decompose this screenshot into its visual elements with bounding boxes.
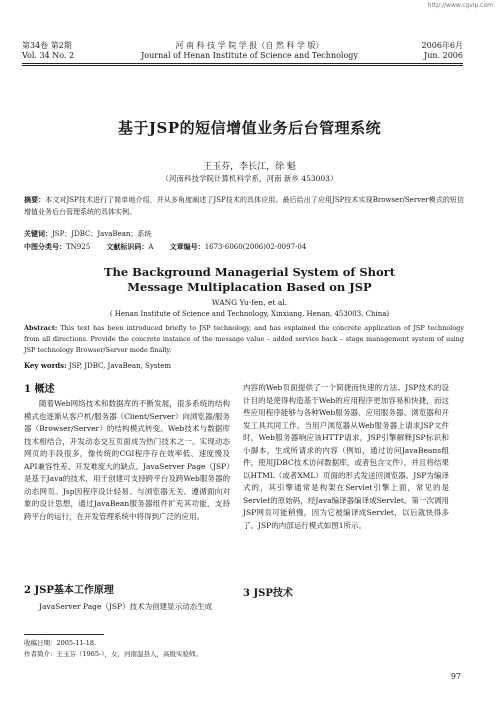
authors-en: WANG Yu-fen, et al.: [211, 298, 288, 307]
header-journal-cn: 河 南 科 技 学 院 学 报（自 然 科 学 版）: [175, 41, 324, 50]
section-1-body: [24, 398, 230, 523]
header-journal-en: Journal of Henan Institute of Science and Technology: [141, 51, 358, 60]
header-volume-cn: 第34卷 第2期: [22, 41, 72, 50]
keywords-en-label: Key words:: [24, 361, 67, 370]
right-column-body: [243, 382, 449, 532]
abstract-en-text: This text has been introduced briefly to JSP technology, and has explained the concrete application of JSP technology from all directions. Provide the concrete instance of the message value – added service back – stage management system of using JSP technology Browser/Server mode finally.: [24, 324, 465, 354]
header-date: [422, 41, 463, 61]
section-1-paragraph: 随着Web网络技术和数据库的不断发展，很多系统的结构模式也逐渐从客户机/服务器（Client/Server）向浏览器/服务器（Browser/Server）的结构模式转变。Web技术与数据库技术相结合，开发动态交互页面成为热门技术之一。实现动态网页的手段很多，像传统的CGI程序存在效率低、速度慢及API兼容性差、开发难度大的缺点。JavaServer Page（JSP）是基于Java的技术，用于创建可支持跨平台及跨Web服务器的动态网页。Jsp因程序设计轻易、与浏览器无关、遵循面向对象的设计思想，通过JavaBean服务器组件扩充其功能，支持跨平台的运行，在开发管理系统中将得到广泛的应用。: [24, 399, 230, 521]
abstract-cn-text: 本文对JSP技术进行了简单地介绍，并从多角度阐述了JSP技术的具体应用。最后给出了应用JSP技术实现Browser/Server模式的短信增值业务后台管理系统的具体实例。: [24, 196, 465, 216]
paper-title-en: [0, 265, 499, 295]
section-2-paragraph: JavaServer Page（JSP）技术为创建显示动态生成: [39, 602, 213, 611]
section-2-body: [24, 601, 230, 614]
footnote-received: 收稿日期：2005-11-18.: [24, 639, 97, 647]
header-volume-en: Vol. 34 No. 2: [22, 51, 75, 60]
abstract-en-label: Abstract:: [24, 324, 58, 332]
header-rule-2: [22, 65, 463, 66]
header-date-en: Jun. 2006: [424, 51, 463, 60]
authors-cn: 王玉芬，李长江，徐 魁: [203, 162, 296, 172]
right-column-paragraph: 内容的Web页面提供了一个简捷而快速的方法。JSP技术的设计目的是使得构造基于Web的应用程序更加容易和快捷，而这些应用程序能够与各种Web服务器、应用服务器、浏览器和开发工具共同工作。当用户浏览器从Web服务器上请求JSP文件时，Web服务器响应该HTTP请求，JSP引擎解释JSP标识和小脚本，生成所请求的内容（例如，通过访问JavaBeans组件，使用JDBC技术访问数据库，或者包含文件），并且将结果以HTML（或者XML）页面的形式发送回浏览器。JSP为编译式的，其引擎通常是构架在Servlet引擎上面，常见的是Servlet的原始码，经Java编译器编译成Servlet。第一次调用JSP网页可能稍慢，因为它被编译成Servlet，以后就快得多了。JSP的内部运行模式如图1所示。: [243, 383, 449, 530]
abstract-en: [24, 323, 464, 356]
affiliation-cn: （河南科技学院计算机科学系，河南 新乡 453003）: [161, 174, 338, 183]
keywords-cn-text: JSP；JDBC；JavaBean；系统: [52, 230, 152, 238]
header-rule: [22, 63, 463, 64]
abstract-cn: [24, 194, 464, 218]
paper-title-cn: 基于JSP的短信增值业务后台管理系统: [117, 119, 382, 137]
abstract-cn-label: 摘要：: [24, 195, 46, 204]
doc-code: 文献标识码：A: [106, 242, 154, 251]
section-1-heading: 1 概述: [24, 384, 55, 395]
section-2-heading: 2 JSP基本工作原理: [24, 585, 114, 596]
classification-line: [24, 242, 464, 252]
header-date-cn: 2006年6月: [421, 41, 463, 50]
watermark-url: http://www.cqvip.com: [427, 2, 493, 9]
keywords-cn: [24, 228, 464, 240]
footnote-author: 作者简介：王玉芬（1965-），女，河南温县人，高级实验师。: [24, 650, 202, 658]
title-en-line2: Message Multiplacation Based on JSP: [127, 280, 372, 294]
title-en-line1: The Background Managerial System of Short: [103, 265, 396, 279]
clc: 中图分类号：TN925: [24, 242, 91, 251]
keywords-cn-label: 关键词：: [24, 229, 52, 238]
affiliation-en: ( Henan Institute of Science and Technology, Xinxiang, Henan, 453003, China): [109, 310, 390, 318]
article-id: 文章编号：1673-6060(2006)02-0097-04: [169, 242, 307, 251]
keywords-en: [24, 360, 464, 372]
footnote-rule: [24, 634, 104, 635]
keywords-en-text: JSP, JDBC, JavaBean, System: [68, 362, 171, 370]
section-3-heading: 3 JSP技术: [243, 588, 293, 599]
page-number: 97: [450, 672, 461, 681]
